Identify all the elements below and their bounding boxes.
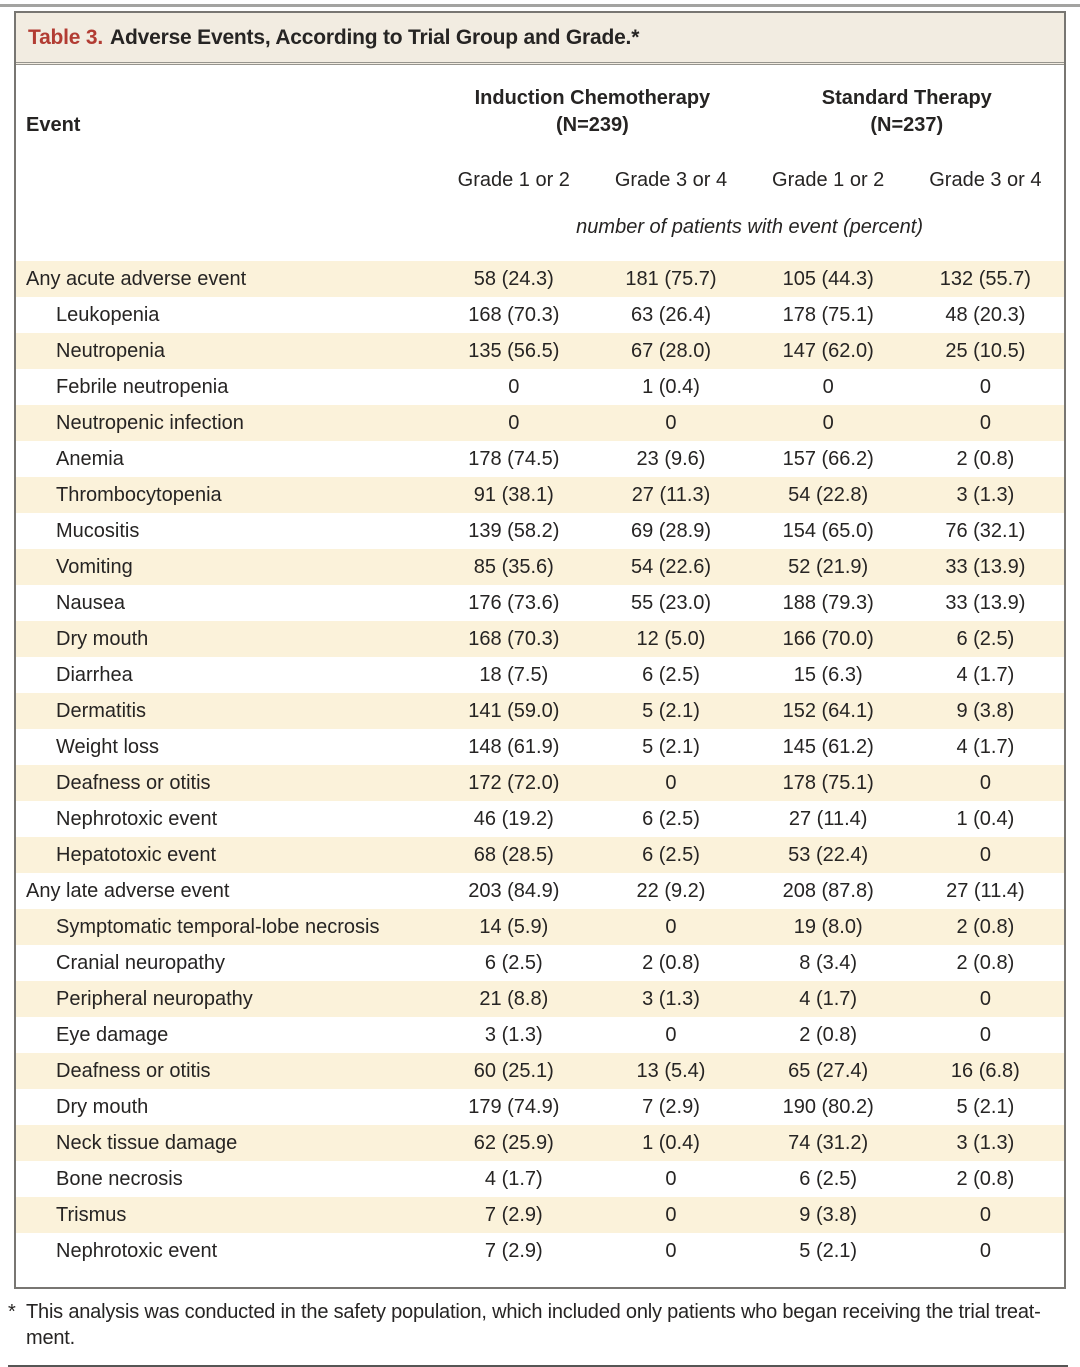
value-cell: 5 (2.1)	[642, 735, 700, 758]
units-note: number of patients with event (percent)	[576, 216, 924, 238]
table-row	[16, 729, 1064, 765]
value-cell: 0	[979, 987, 991, 1010]
units-note-row	[16, 198, 1064, 261]
value-cell: 91 (38.1)	[473, 483, 554, 506]
group-header-row	[16, 65, 1064, 143]
value-cell: 168 (70.3)	[468, 627, 560, 650]
event-label: Any late adverse event	[26, 879, 230, 902]
value-cell: 178 (75.1)	[782, 303, 874, 326]
event-label: Any acute adverse event	[26, 267, 247, 290]
value-cell: 2 (0.8)	[642, 951, 700, 974]
group-label: Induction Chemotherapy	[474, 87, 711, 109]
group-label: Standard Therapy	[821, 87, 992, 109]
event-label: Dry mouth	[56, 627, 149, 650]
event-label: Neutropenic infection	[56, 411, 244, 434]
table-row	[16, 261, 1064, 297]
value-cell: 3 (1.3)	[484, 1023, 543, 1046]
value-cell: 0	[665, 1203, 677, 1226]
value-cell: 7 (2.9)	[484, 1203, 543, 1226]
value-cell: 33 (13.9)	[945, 555, 1026, 578]
event-label: Neck tissue damage	[56, 1131, 238, 1154]
value-cell: 154 (65.0)	[782, 519, 874, 542]
value-cell: 0	[665, 1239, 677, 1262]
value-cell: 168 (70.3)	[468, 303, 560, 326]
value-cell: 12 (5.0)	[636, 627, 706, 650]
event-label: Eye damage	[56, 1023, 169, 1046]
adverse-events-table	[16, 65, 1064, 1287]
table-row	[16, 657, 1064, 693]
value-cell: 2 (0.8)	[956, 951, 1015, 974]
table-row	[16, 1161, 1064, 1197]
event-label: Bone necrosis	[56, 1167, 183, 1190]
value-cell: 5 (2.1)	[799, 1239, 858, 1262]
value-cell: 16 (6.8)	[950, 1059, 1020, 1082]
value-cell: 1 (0.4)	[642, 375, 700, 398]
value-cell: 0	[979, 771, 991, 794]
table-row	[16, 1017, 1064, 1053]
value-cell: 188 (79.3)	[782, 591, 874, 614]
event-label: Deafness or otitis	[56, 771, 211, 794]
table-row	[16, 1053, 1064, 1089]
value-cell: 5 (2.1)	[956, 1095, 1015, 1118]
table-header	[16, 65, 1064, 261]
value-cell: 2 (0.8)	[956, 447, 1015, 470]
value-cell: 85 (35.6)	[473, 555, 554, 578]
event-label: Nephrotoxic event	[56, 1239, 218, 1262]
value-cell: 60 (25.1)	[473, 1059, 554, 1082]
value-cell: 190 (80.2)	[782, 1095, 874, 1118]
value-cell: 9 (3.8)	[956, 699, 1015, 722]
value-cell: 3 (1.3)	[956, 1131, 1015, 1154]
value-cell: 139 (58.2)	[468, 519, 560, 542]
event-label: Trismus	[56, 1203, 127, 1226]
value-cell: 0	[979, 843, 991, 866]
event-label: Dry mouth	[56, 1095, 149, 1118]
value-cell: 0	[508, 411, 520, 434]
bottom-padding-row	[16, 1269, 1064, 1287]
value-cell: 3 (1.3)	[956, 483, 1015, 506]
group-header-induction	[435, 65, 749, 143]
value-cell: 55 (23.0)	[630, 591, 712, 614]
event-label: Deafness or otitis	[56, 1059, 211, 1082]
table-number-label: Table 3.	[28, 26, 104, 49]
table-row	[16, 405, 1064, 441]
value-cell: 181 (75.7)	[625, 267, 717, 290]
value-cell: 132 (55.7)	[939, 267, 1031, 290]
table-row	[16, 909, 1064, 945]
value-cell: 6 (2.5)	[799, 1167, 858, 1190]
value-cell: 141 (59.0)	[468, 699, 560, 722]
event-label: Anemia	[56, 447, 124, 470]
table-row	[16, 585, 1064, 621]
table-title-text: Adverse Events, According to Trial Group and Grade.*	[110, 26, 640, 49]
table-row	[16, 801, 1064, 837]
value-cell: 4 (1.7)	[956, 663, 1015, 686]
value-cell: 0	[665, 915, 677, 938]
event-column-header: Event	[26, 114, 81, 136]
grade-subheader-row	[16, 143, 1064, 198]
value-cell: 6 (2.5)	[642, 843, 700, 866]
value-cell: 69 (28.9)	[630, 519, 712, 542]
value-cell: 25 (10.5)	[945, 339, 1026, 362]
event-label: Dermatitis	[56, 699, 147, 722]
value-cell: 3 (1.3)	[642, 987, 700, 1010]
value-cell: 0	[822, 411, 834, 434]
event-label: Nausea	[56, 591, 125, 614]
grade-subheader: Grade 3 or 4	[614, 169, 728, 191]
value-cell: 13 (5.4)	[636, 1059, 706, 1082]
value-cell: 0	[508, 375, 520, 398]
event-label: Neutropenia	[56, 339, 165, 362]
value-cell: 7 (2.9)	[642, 1095, 700, 1118]
value-cell: 21 (8.8)	[479, 987, 549, 1010]
table-footnote	[8, 1299, 1066, 1351]
group-n: (N=237)	[870, 114, 944, 136]
value-cell: 152 (64.1)	[782, 699, 874, 722]
value-cell: 6 (2.5)	[956, 627, 1015, 650]
footnote-line: ment.	[26, 1327, 76, 1349]
value-cell: 5 (2.1)	[642, 699, 700, 722]
value-cell: 27 (11.4)	[788, 807, 868, 830]
value-cell: 46 (19.2)	[473, 807, 554, 830]
top-horizontal-rule	[0, 4, 1080, 7]
table-row	[16, 1233, 1064, 1269]
table-row	[16, 549, 1064, 585]
value-cell: 0	[979, 1239, 991, 1262]
table-row	[16, 945, 1064, 981]
group-header-standard	[750, 65, 1064, 143]
table-row	[16, 1089, 1064, 1125]
value-cell: 135 (56.5)	[468, 339, 560, 362]
event-label: Weight loss	[56, 735, 160, 758]
value-cell: 68 (28.5)	[473, 843, 554, 866]
value-cell: 18 (7.5)	[479, 663, 549, 686]
group-n: (N=239)	[555, 114, 629, 136]
value-cell: 76 (32.1)	[945, 519, 1026, 542]
value-cell: 157 (66.2)	[782, 447, 874, 470]
table-title	[16, 13, 1064, 65]
value-cell: 65 (27.4)	[788, 1059, 869, 1082]
table-row	[16, 873, 1064, 909]
value-cell: 105 (44.3)	[782, 267, 874, 290]
value-cell: 27 (11.3)	[631, 483, 711, 506]
value-cell: 0	[979, 375, 991, 398]
value-cell: 0	[979, 1203, 991, 1226]
value-cell: 4 (1.7)	[799, 987, 858, 1010]
value-cell: 62 (25.9)	[473, 1131, 554, 1154]
event-label: Cranial neuropathy	[56, 951, 225, 974]
value-cell: 148 (61.9)	[468, 735, 560, 758]
value-cell: 53 (22.4)	[788, 843, 869, 866]
event-label: Leukopenia	[56, 303, 160, 326]
value-cell: 203 (84.9)	[468, 879, 560, 902]
value-cell: 6 (2.5)	[484, 951, 543, 974]
value-cell: 14 (5.9)	[479, 915, 549, 938]
value-cell: 58 (24.3)	[473, 267, 554, 290]
value-cell: 145 (61.2)	[782, 735, 874, 758]
value-cell: 166 (70.0)	[782, 627, 874, 650]
value-cell: 176 (73.6)	[468, 591, 560, 614]
asterisk-marker: *	[8, 1301, 16, 1323]
value-cell: 2 (0.8)	[956, 1167, 1015, 1190]
value-cell: 0	[979, 411, 991, 434]
event-label: Vomiting	[56, 555, 133, 578]
footnote-line: This analysis was conducted in the safety population, which included only patients who began receiving the trial treat-	[26, 1301, 1041, 1323]
value-cell: 178 (74.5)	[468, 447, 560, 470]
value-cell: 0	[665, 1167, 677, 1190]
value-cell: 0	[665, 1023, 677, 1046]
value-cell: 208 (87.8)	[782, 879, 874, 902]
value-cell: 0	[822, 375, 834, 398]
empty-cell	[16, 143, 435, 198]
value-cell: 8 (3.4)	[799, 951, 858, 974]
table-row	[16, 441, 1064, 477]
value-cell: 7 (2.9)	[484, 1239, 543, 1262]
event-label: Thrombocytopenia	[56, 483, 222, 506]
value-cell: 33 (13.9)	[945, 591, 1026, 614]
table-row	[16, 369, 1064, 405]
value-cell: 15 (6.3)	[793, 663, 863, 686]
value-cell: 179 (74.9)	[468, 1095, 560, 1118]
event-label: Nephrotoxic event	[56, 807, 218, 830]
value-cell: 74 (31.2)	[788, 1131, 869, 1154]
table3-box	[14, 11, 1066, 1289]
value-cell: 0	[979, 1023, 991, 1046]
table-row	[16, 621, 1064, 657]
value-cell: 4 (1.7)	[484, 1167, 543, 1190]
value-cell: 0	[665, 411, 677, 434]
grade-subheader: Grade 1 or 2	[457, 169, 570, 191]
grade-subheader: Grade 3 or 4	[929, 169, 1042, 191]
empty-cell	[16, 198, 435, 261]
event-label: Mucositis	[56, 519, 140, 542]
table-row	[16, 1197, 1064, 1233]
table-row	[16, 765, 1064, 801]
table-row	[16, 477, 1064, 513]
value-cell: 27 (11.4)	[946, 879, 1025, 902]
table-row	[16, 693, 1064, 729]
value-cell: 147 (62.0)	[782, 339, 874, 362]
table-row	[16, 1125, 1064, 1161]
event-label: Symptomatic temporal-lobe necrosis	[56, 915, 380, 938]
value-cell: 67 (28.0)	[630, 339, 712, 362]
value-cell: 0	[665, 771, 677, 794]
value-cell: 2 (0.8)	[799, 1023, 858, 1046]
value-cell: 1 (0.4)	[642, 1131, 700, 1154]
value-cell: 54 (22.8)	[788, 483, 869, 506]
value-cell: 4 (1.7)	[956, 735, 1015, 758]
value-cell: 172 (72.0)	[468, 771, 560, 794]
footnote-text	[26, 1299, 1041, 1351]
value-cell: 6 (2.5)	[642, 663, 700, 686]
table-row	[16, 297, 1064, 333]
grade-subheader: Grade 1 or 2	[772, 169, 885, 191]
value-cell: 1 (0.4)	[956, 807, 1015, 830]
event-label: Febrile neutropenia	[56, 375, 229, 398]
table-row	[16, 333, 1064, 369]
table-row	[16, 981, 1064, 1017]
event-label: Peripheral neuropathy	[56, 987, 253, 1010]
value-cell: 22 (9.2)	[636, 879, 706, 902]
value-cell: 2 (0.8)	[956, 915, 1015, 938]
table-row	[16, 513, 1064, 549]
value-cell: 48 (20.3)	[945, 303, 1026, 326]
value-cell: 54 (22.6)	[630, 555, 712, 578]
value-cell: 19 (8.0)	[793, 915, 863, 938]
page	[0, 4, 1080, 1349]
value-cell: 23 (9.6)	[636, 447, 706, 470]
table-body	[16, 261, 1064, 1287]
value-cell: 178 (75.1)	[782, 771, 874, 794]
value-cell: 9 (3.8)	[799, 1203, 858, 1226]
value-cell: 63 (26.4)	[630, 303, 712, 326]
event-label: Diarrhea	[56, 663, 133, 686]
value-cell: 6 (2.5)	[642, 807, 700, 830]
event-label: Hepatotoxic event	[56, 843, 217, 866]
value-cell: 52 (21.9)	[788, 555, 869, 578]
table-row	[16, 837, 1064, 873]
